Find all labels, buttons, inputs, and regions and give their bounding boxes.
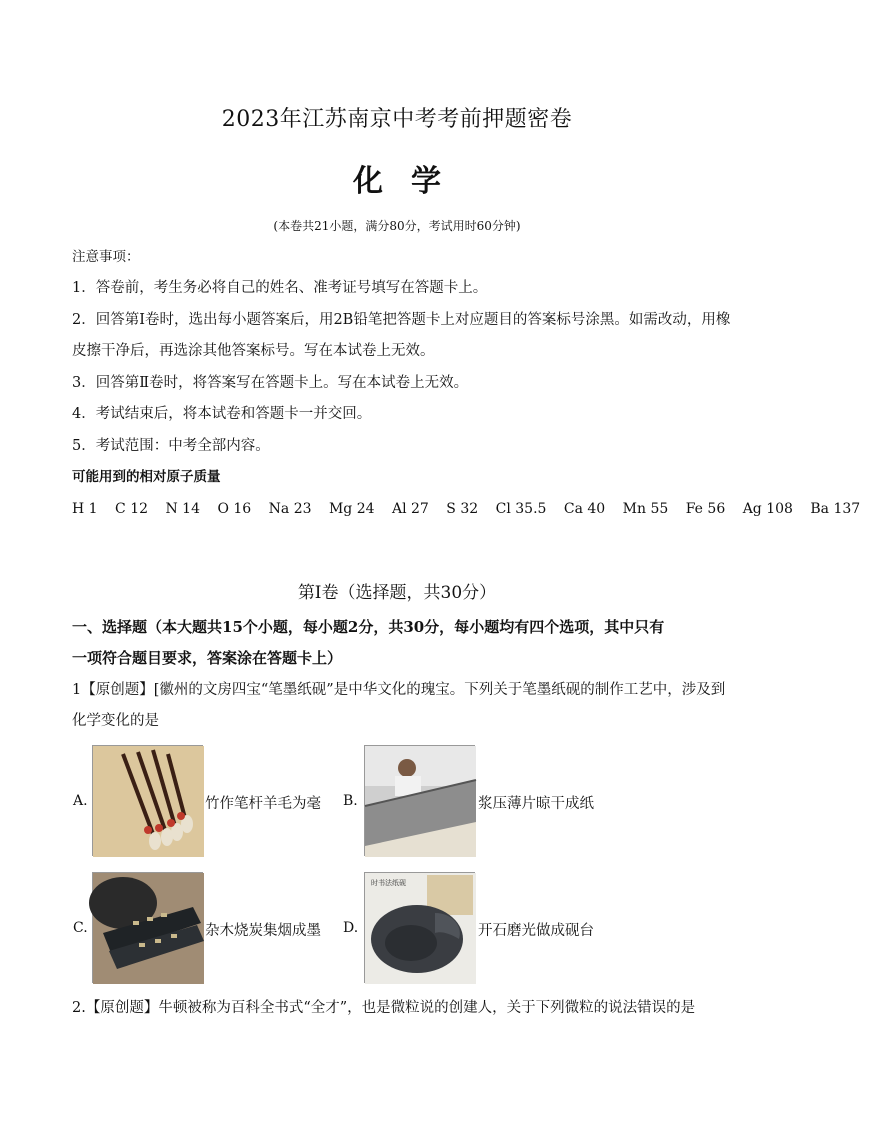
option-b-text: 浆压薄片晾干成纸 xyxy=(478,796,594,812)
section-title: 第Ⅰ卷（选择题，共30分） xyxy=(297,583,497,603)
atomic-mass-value: C 12 xyxy=(115,501,149,517)
option-c-text: 杂木烧炭集烟成墨 xyxy=(205,923,321,939)
brush-pens-image xyxy=(92,745,203,856)
atomic-mass-value: Mn 55 xyxy=(622,501,669,517)
atomic-mass-value: Na 23 xyxy=(268,501,312,517)
atomic-mass-list xyxy=(72,501,873,517)
question-2-stem: 2.【原创题】牛顿被称为百科全书式“全才”，也是微粒说的创建人，关于下列微粒的说法错误的是 xyxy=(72,1000,696,1016)
paper-making-icon xyxy=(365,746,476,857)
inkstone-image xyxy=(364,872,475,983)
atomic-mass-value: N 14 xyxy=(165,501,200,517)
atomic-mass-value: Ba 137 xyxy=(810,501,861,517)
paper-making-image xyxy=(364,745,475,856)
question-1-stem: 化学变化的是 xyxy=(72,713,159,729)
exam-title: 2023年江苏南京中考考前押题密卷 xyxy=(221,107,573,132)
note-item: 1．答卷前，考生务必将自己的姓名、准考证号填写在答题卡上。 xyxy=(72,280,488,296)
atomic-mass-value: O 16 xyxy=(217,501,252,517)
atomic-mass-value: Cl 35.5 xyxy=(495,501,547,517)
option-a-letter: A. xyxy=(73,793,88,809)
note-item: 3．回答第Ⅱ卷时，将答案写在答题卡上。写在本试卷上无效。 xyxy=(72,375,469,391)
atomic-mass-value: Ag 108 xyxy=(742,501,793,517)
brush-pens-icon xyxy=(93,746,204,857)
question-1-stem: 1【原创题】[徽州的文房四宝“笔墨纸砚”是中华文化的瑰宝。下列关于笔墨纸砚的制作工艺中，涉及到 xyxy=(72,682,726,698)
exam-meta: (本卷共21小题，满分80分，考试用时60分钟) xyxy=(273,219,521,233)
ink-sticks-image xyxy=(92,872,203,983)
note-item: 2．回答第Ⅰ卷时，选出每小题答案后，用2B铅笔把答题卡上对应题目的答案标号涂黑。如需改动，用橡 xyxy=(72,312,731,328)
atomic-mass-value: H 1 xyxy=(72,501,98,517)
ink-stick-icon xyxy=(93,873,204,984)
part-heading: 一项符合题目要求，答案涂在答题卡上） xyxy=(72,649,343,667)
part-heading: 一、选择题（本大题共15个小题，每小题2分，共30分，每小题均有四个选项，其中只有 xyxy=(72,618,665,636)
notes-heading: 注意事项： xyxy=(72,249,140,265)
atomic-mass-value: Al 27 xyxy=(391,501,429,517)
atomic-mass-value: Mg 24 xyxy=(328,501,375,517)
atomic-mass-heading: 可能用到的相对原子质量 xyxy=(72,469,221,485)
atomic-mass-value: Fe 56 xyxy=(685,501,726,517)
inkstone-icon xyxy=(365,873,476,984)
subject-title: 化学 xyxy=(353,164,469,199)
option-d-letter: D. xyxy=(343,920,359,936)
option-c-letter: C. xyxy=(73,920,88,936)
atomic-mass-value: Ca 40 xyxy=(563,501,606,517)
note-item: 5．考试范围：中考全部内容。 xyxy=(72,438,270,454)
note-item: 4．考试结束后，将本试卷和答题卡一并交回。 xyxy=(72,406,372,422)
atomic-mass-value: S 32 xyxy=(446,501,479,517)
note-item: 皮擦干净后，再选涂其他答案标号。写在本试卷上无效。 xyxy=(72,343,435,359)
option-b-letter: B. xyxy=(343,793,358,809)
option-a-text: 竹作笔杆羊毛为毫 xyxy=(205,796,321,812)
option-d-text: 开石磨光做成砚台 xyxy=(478,923,594,939)
inkstone-watermark: 时书法纸砚 xyxy=(371,879,406,887)
